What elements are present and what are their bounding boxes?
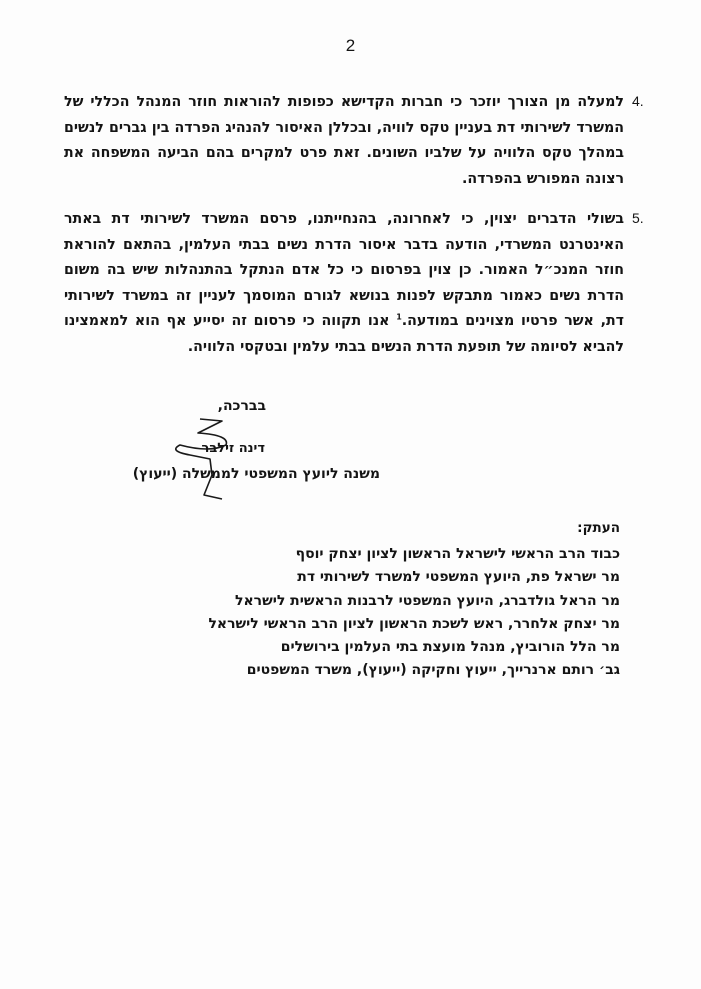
cc-recipient: מר ישראל פת, היועץ המשפטי למשרד לשירותי דת: [297, 569, 620, 586]
paragraph-text: אנו תקווה כי פרסום זה יסייע אף הוא למאמצינו להביא לסיומה של תופעת הדרת הנשים בבתי עלמין ובטקסי הלוויה.: [64, 313, 624, 355]
paragraph-number: 5.: [632, 210, 644, 226]
paragraph-text: בשולי הדברים יצוין, כי לאחרונה, בהנחייתנו, פרסם המשרד לשירותי דת באתר האינטרנט המשרדי, הודעה בדבר איסור הדרת נשים בבתי העלמין, בהתאם להוראת חוזר המנכ״ל האמור. כן צוין בפרסום כי כל אדם הנתקל בהתנהלות שיש בה משום הדרת נשים כאמור מתבקש לפנות בנושא לגורם המוסמך לעניין זה במשרד לשירותי דת, אשר פרטיו מצוינים במודעה.: [64, 211, 624, 329]
handwritten-signature: [160, 415, 250, 505]
cc-heading: העתק:: [577, 520, 620, 536]
signer-name: דינה זילבר: [201, 441, 265, 456]
signer-title: משנה ליועץ המשפטי לממשלה (ייעוץ): [132, 466, 380, 482]
cc-recipient: מר הראל גולדברג, היועץ המשפטי לרבנות הראשית לישראל: [234, 592, 620, 609]
paragraph-4: למעלה מן הצורך יוזכר כי חברות הקדישא כפופות להוראות חוזר המנהל הכללי של המשרד לשירותי דת בעניין טקס לוויה, ובכללן האיסור להנהיג הפרדה בין גברים לנשים במהלך טקס הלוויה על שלביו השונים. זאת פרט למקרים בהם הביעה המשפחה את רצונה המפורש בהפרדה.: [64, 94, 624, 187]
paragraph-number: 4.: [632, 93, 644, 109]
page-number: 2: [345, 36, 356, 55]
cc-recipient: גב׳ רותם ארנרייך, ייעוץ וחקיקה (ייעוץ), משרד המשפטים: [246, 662, 620, 679]
cc-recipient-list: [200, 543, 620, 683]
cc-recipient: מר הלל הורוביץ, מנהל מועצת בתי העלמין בירושלים: [280, 639, 620, 656]
cc-recipient: מר יצחק אלחרר, ראש לשכת הראשון לציון הרב הראשי לישראל: [208, 615, 620, 632]
footnote-mark: 1: [396, 312, 402, 322]
closing-greeting: בברכה,: [217, 398, 266, 414]
cc-recipient: כבוד הרב הראשי לישראל הראשון לציון יצחק יוסף: [295, 546, 620, 562]
paragraph-5: [64, 207, 624, 360]
